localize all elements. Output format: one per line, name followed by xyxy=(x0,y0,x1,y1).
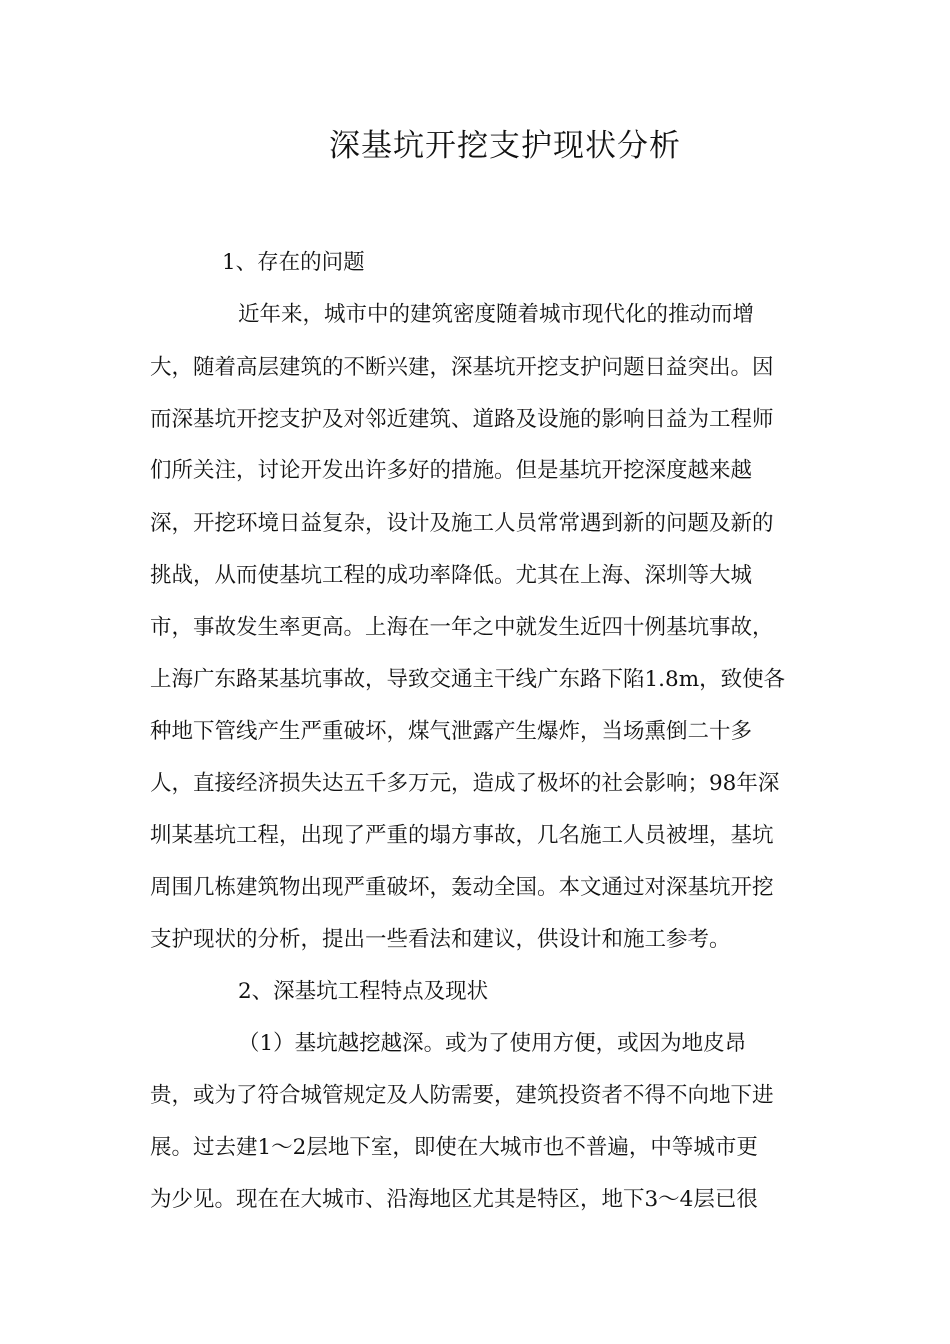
paragraph-line: 展。过去建1～2层地下室，即使在大城市也不普遍，中等城市更 xyxy=(150,1135,758,1160)
paragraph-line: 人，直接经济损失达五千多万元，造成了极坏的社会影响；98年深 xyxy=(150,771,780,796)
paragraph-line: 贵，或为了符合城管规定及人防需要，建筑投资者不得不向地下进 xyxy=(150,1083,774,1108)
paragraph-line: 们所关注，讨论开发出许多好的措施。但是基坑开挖深度越来越 xyxy=(150,458,753,483)
paragraph-line: 支护现状的分析，提出一些看法和建议，供设计和施工参考。 xyxy=(150,927,731,952)
paragraph-line: 市，事故发生率更高。上海在一年之中就发生近四十例基坑事故， xyxy=(150,615,774,640)
paragraph-line: 上海广东路某基坑事故，导致交通主干线广东路下陷1.8m，致使各 xyxy=(150,667,786,692)
paragraph-line: 周围几栋建筑物出现严重破坏，轰动全国。本文通过对深基坑开挖 xyxy=(150,875,774,900)
paragraph-line: 种地下管线产生严重破坏，煤气泄露产生爆炸，当场熏倒二十多 xyxy=(150,719,753,744)
paragraph-line: 大，随着高层建筑的不断兴建，深基坑开挖支护问题日益突出。因 xyxy=(150,355,774,380)
paragraph-line: 近年来，城市中的建筑密度随着城市现代化的推动而增 xyxy=(238,302,755,327)
document-title: 深基坑开挖支护现状分析 xyxy=(329,128,681,164)
paragraph-line: 挑战，从而使基坑工程的成功率降低。尤其在上海、深圳等大城 xyxy=(150,563,753,588)
section-heading-2: 2、深基坑工程特点及现状 xyxy=(238,979,489,1004)
paragraph-line: 深，开挖环境日益复杂，设计及施工人员常常遇到新的问题及新的 xyxy=(150,511,774,536)
paragraph-line: 圳某基坑工程，出现了严重的塌方事故，几名施工人员被埋，基坑 xyxy=(150,823,774,848)
paragraph-line: 为少见。现在在大城市、沿海地区尤其是特区，地下3～4层已很 xyxy=(150,1187,758,1212)
paragraph-line: （1）基坑越挖越深。或为了使用方便，或因为地皮昂 xyxy=(238,1031,747,1056)
section-heading-1: 1、存在的问题 xyxy=(222,250,365,275)
paragraph-line: 而深基坑开挖支护及对邻近建筑、道路及设施的影响日益为工程师 xyxy=(150,407,774,432)
